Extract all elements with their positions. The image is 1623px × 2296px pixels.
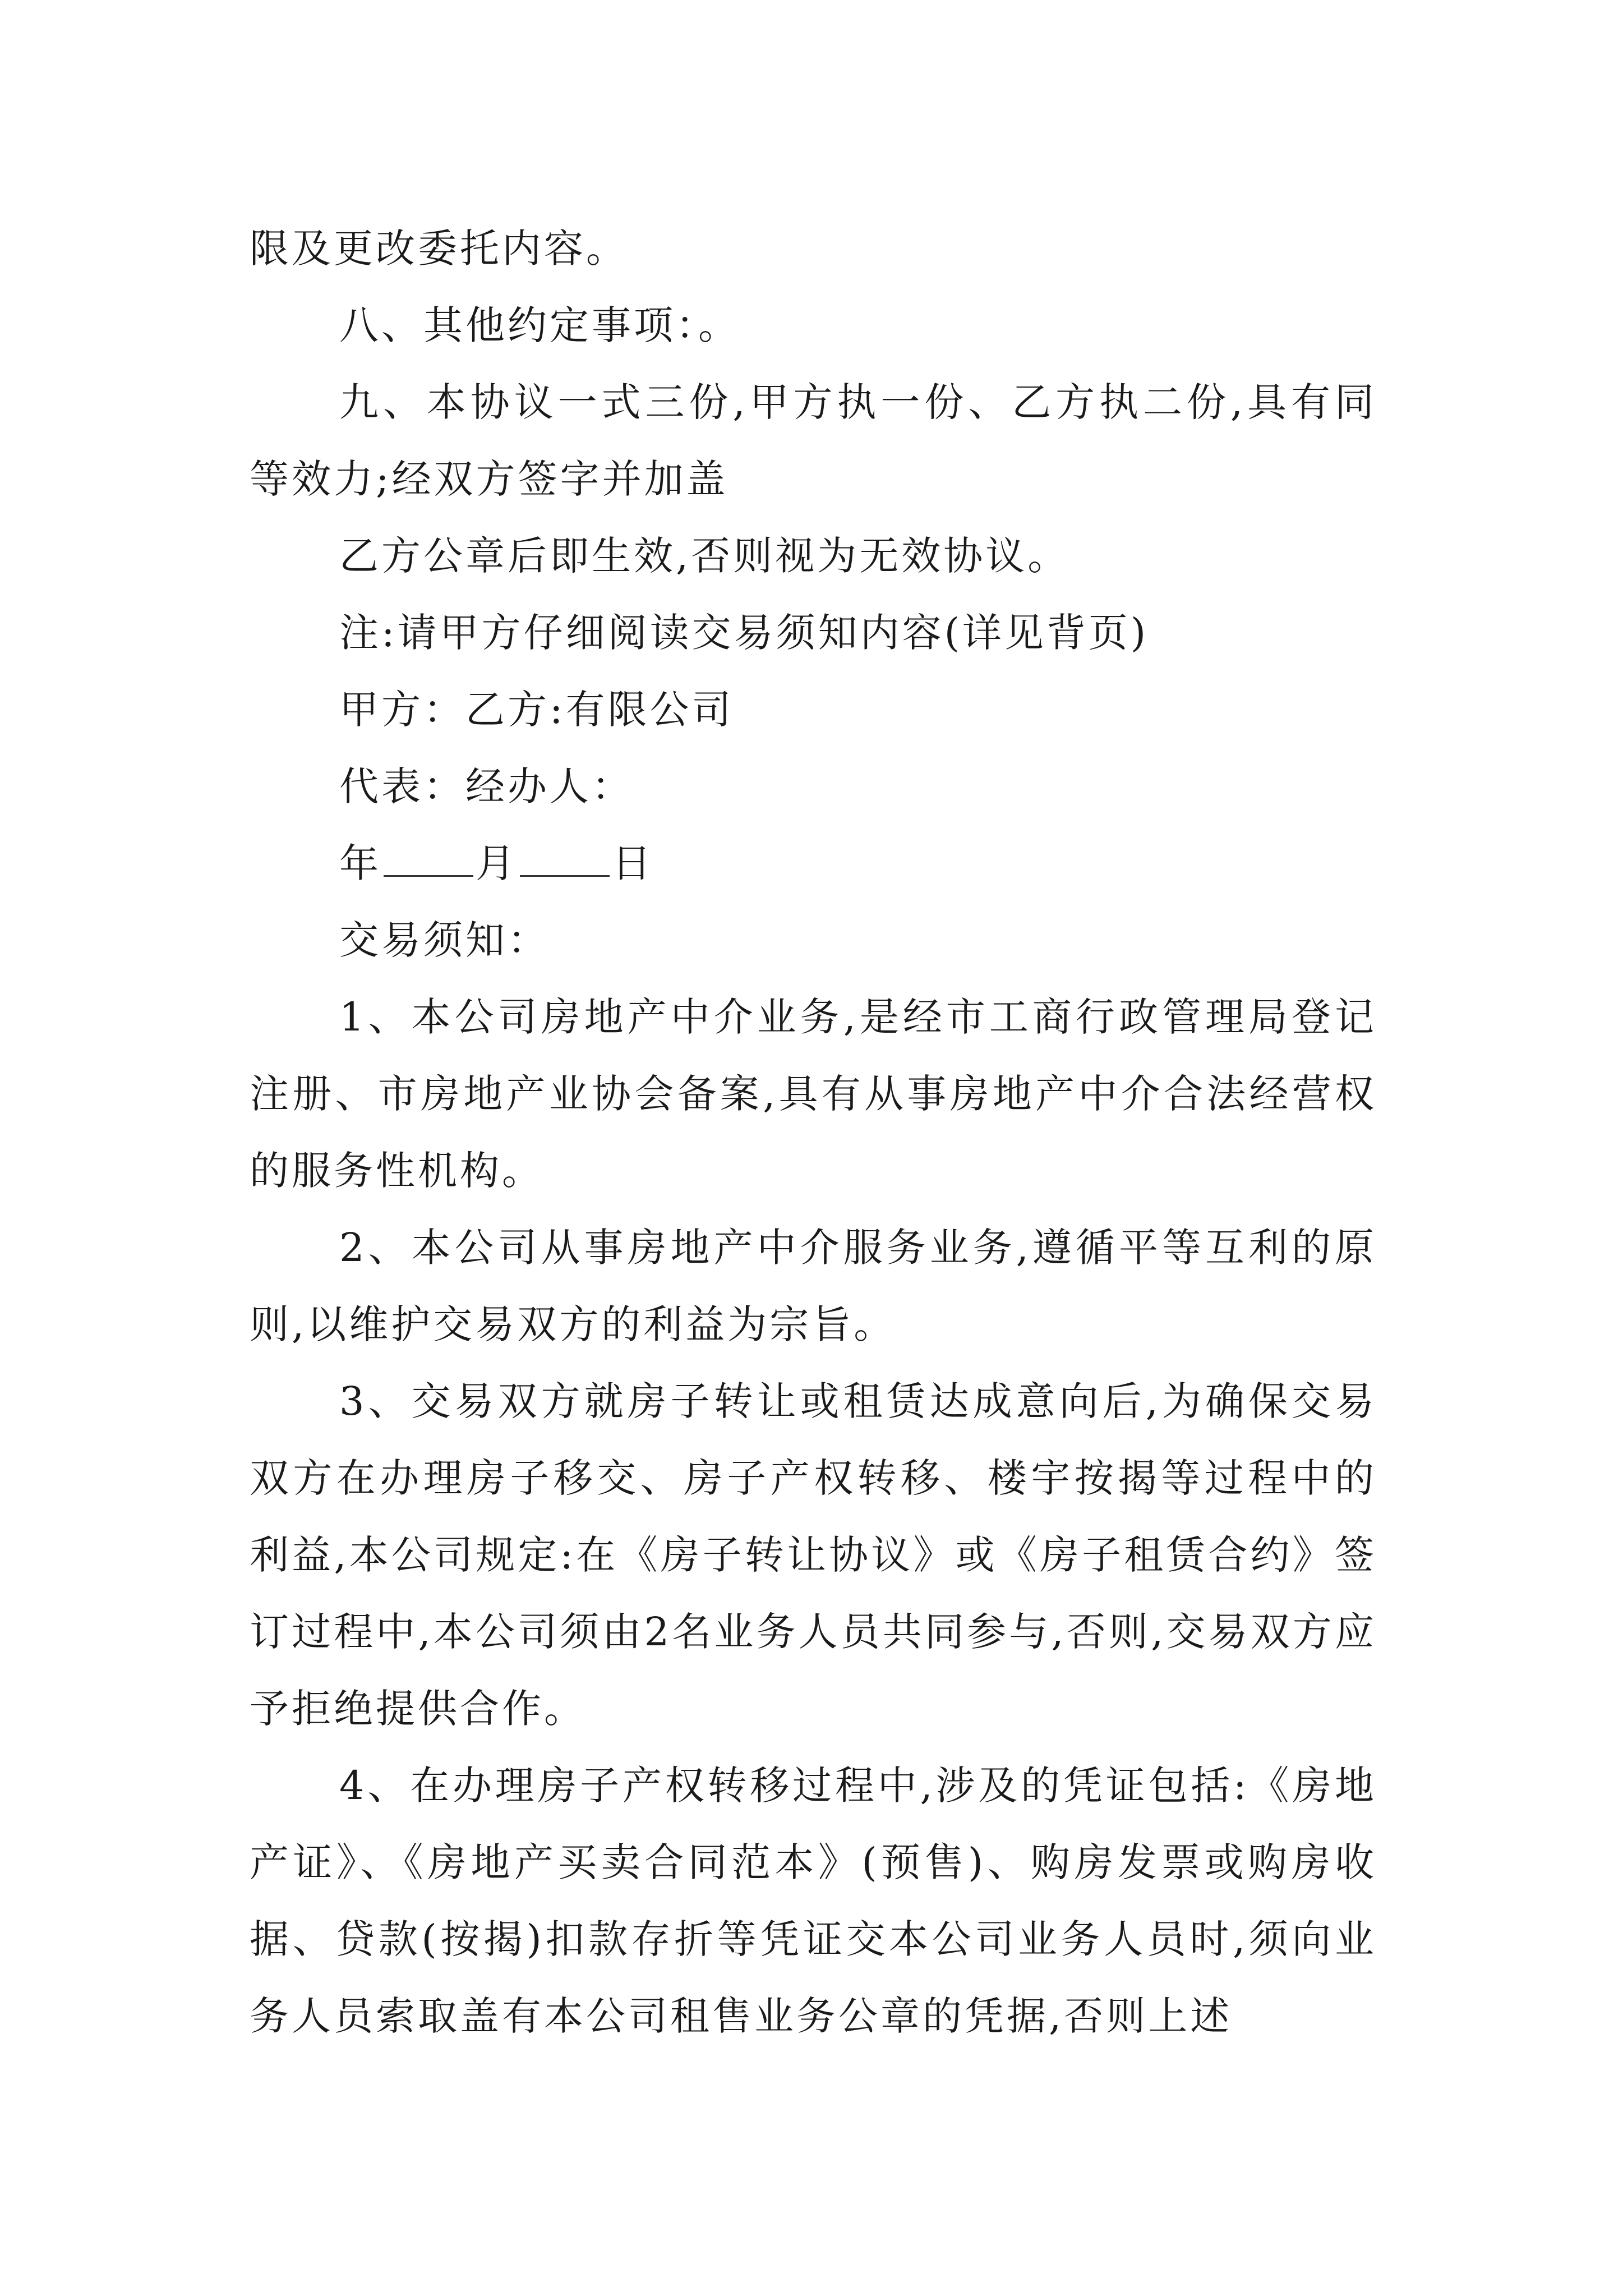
- document-body: [250, 210, 1377, 2055]
- notice-heading: 交易须知：: [339, 917, 550, 963]
- party-line: 甲方：乙方:有限公司: [339, 687, 734, 733]
- day-blank: [520, 875, 610, 877]
- date-day-label: 日: [612, 840, 654, 886]
- notice-item-2: 2、本公司从事房地产中介服务业务,遵循平等互利的原则,以维护交易双方的利益为宗旨。: [250, 1225, 1377, 1347]
- representative-line: 代表：经办人：: [339, 763, 634, 809]
- date-line: [250, 825, 1377, 902]
- month-blank: [384, 875, 473, 877]
- paragraph-continuation: 限及更改委托内容。: [250, 226, 628, 272]
- notice-item-4: 4、在办理房子产权转移过程中,涉及的凭证包括:《房地产证》、《房地产买卖合同范本》(预售)、购房发票或购房收据、贷款(按揭)扣款存折等凭证交本公司业务人员时,须向业务人员索取盖有本公司租售业务公章的凭据,否则上述: [250, 1763, 1377, 2039]
- date-month-label: 月: [476, 840, 518, 886]
- notice-item-1: 1、本公司房地产中介业务,是经市工商行政管理局登记注册、市房地产业协会备案,具有从事房地产中介合法经营权的服务性机构。: [250, 994, 1377, 1194]
- clause-8: 八、其他约定事项：。: [339, 302, 740, 348]
- clause-9-continuation: 乙方公章后即生效,否则视为无效协议。: [339, 533, 1070, 579]
- note-line: 注:请甲方仔细阅读交易须知内容(详见背页): [339, 610, 1149, 656]
- date-year-label: 年: [339, 840, 381, 886]
- clause-9: 九、本协议一式三份,甲方执一份、乙方执二份,具有同等效力;经双方签字并加盖: [250, 379, 1377, 502]
- notice-item-3: 3、交易双方就房子转让或租赁达成意向后,为确保交易双方在办理房子移交、房子产权转移、楼宇按揭等过程中的利益,本公司规定:在《房子转让协议》或《房子租赁合约》签订过程中,本公司须由2名业务人员共同参与,否则,交易双方应予拒绝提供合作。: [250, 1378, 1377, 1732]
